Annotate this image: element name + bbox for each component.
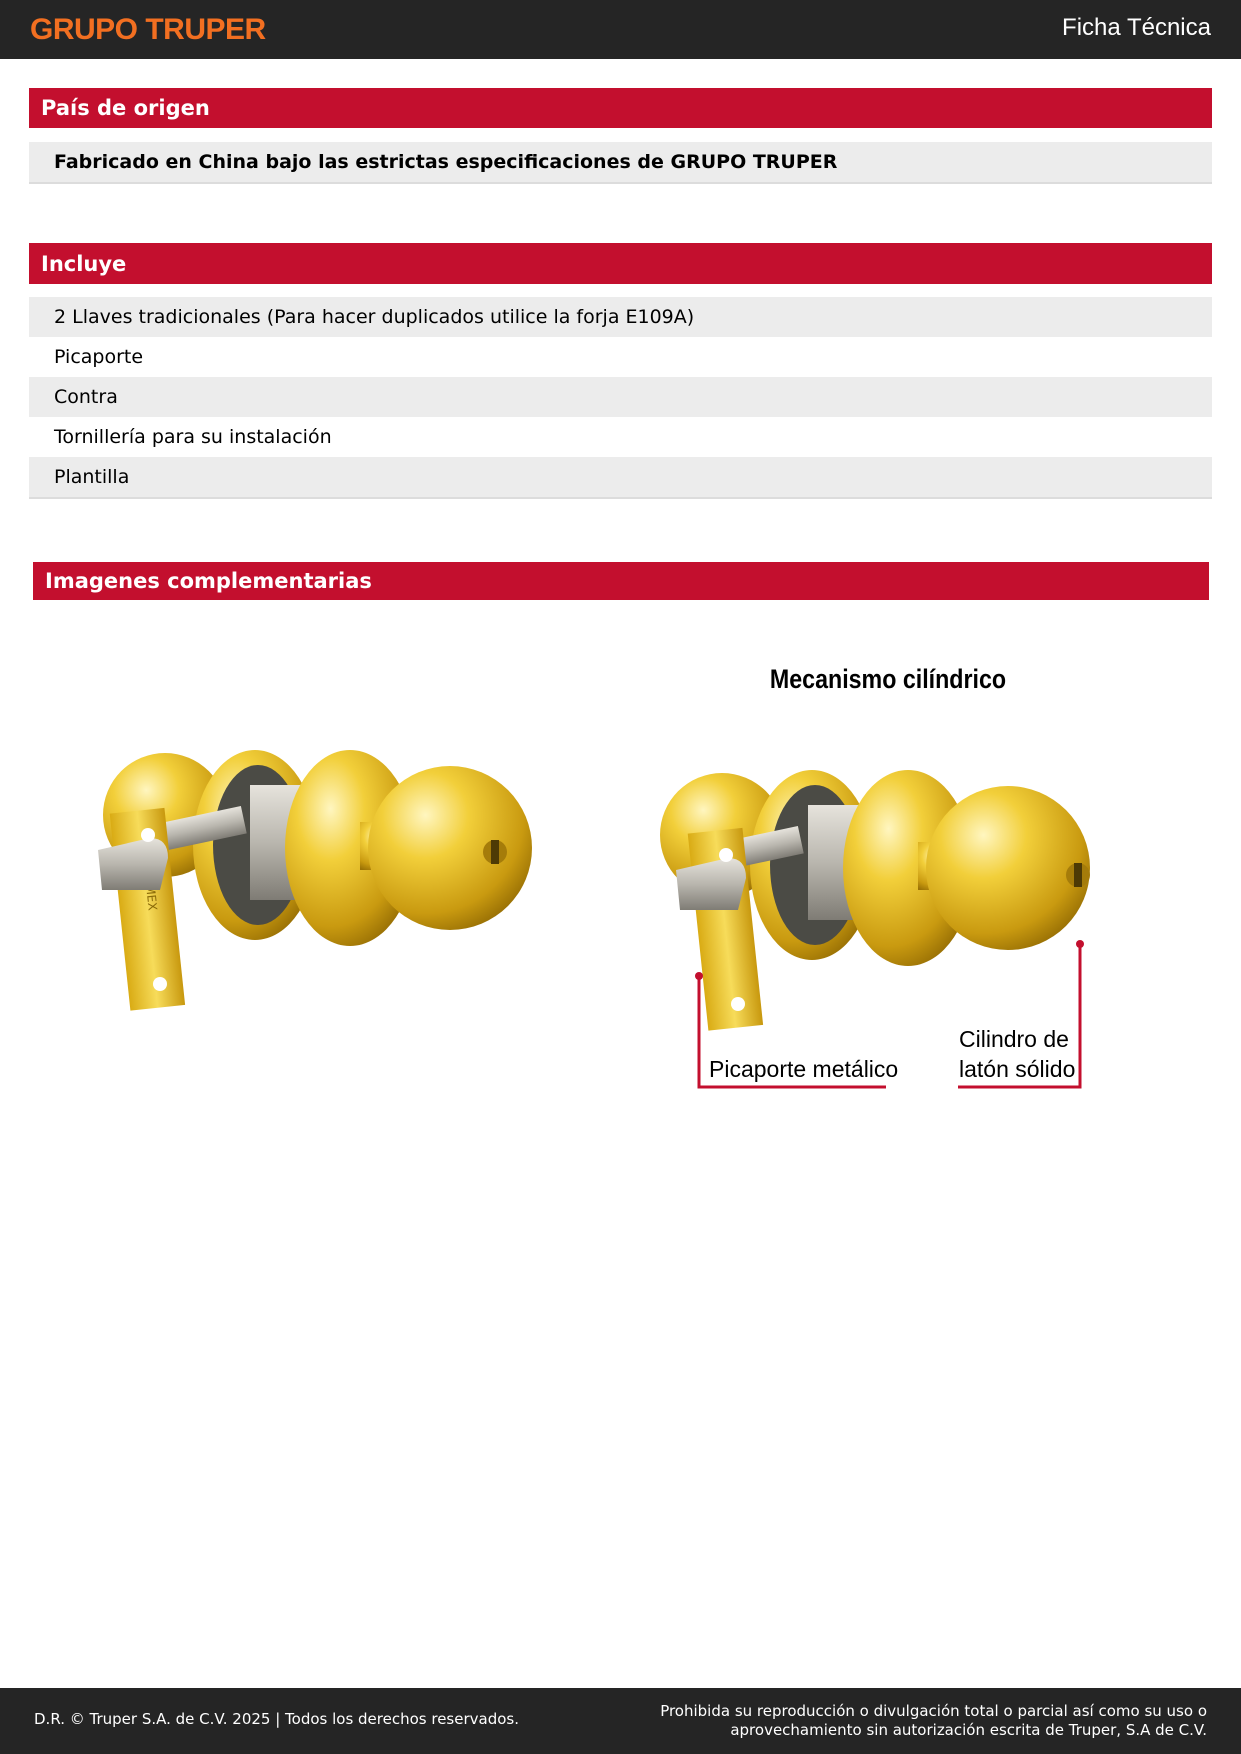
list-item: 2 Llaves tradicionales (Para hacer duplicados utilice la forja E109A) <box>29 297 1212 337</box>
footer-notice-line1: Prohibida su reproducción o divulgación total o parcial así como su uso o <box>660 1702 1207 1720</box>
cylinder-callout-line1: Cilindro de <box>959 1026 1069 1052</box>
lockset-image <box>50 730 550 1020</box>
footer-notice <box>660 1702 1207 1740</box>
footer-copyright: D.R. © Truper S.A. de C.V. 2025 | Todos los derechos reservados. <box>34 1710 519 1728</box>
list-item: Tornillería para su instalación <box>54 426 332 448</box>
figure-title: Mecanismo cilíndrico <box>769 664 1007 694</box>
list-item: Contra <box>29 377 1212 417</box>
document-title: Ficha Técnica <box>1062 14 1211 41</box>
list-item: Picaporte <box>54 346 144 368</box>
brand-logo: GRUPO TRUPER <box>30 13 266 46</box>
origin-text: Fabricado en China bajo las estrictas especificaciones de GRUPO TRUPER <box>29 142 1212 184</box>
cylinder-callout-label <box>959 1024 1075 1084</box>
origin-heading: País de origen <box>29 88 1212 128</box>
latch-callout-label: Picaporte metálico <box>709 1056 899 1082</box>
cylinder-callout-line2: latón sólido <box>959 1056 1076 1082</box>
images-heading: Imagenes complementarias <box>33 562 1209 600</box>
list-item: Plantilla <box>29 457 1212 499</box>
top-bar <box>0 0 1241 59</box>
footer-notice-line2: aprovechamiento sin autorización escrita de Truper, S.A de C.V. <box>730 1721 1207 1739</box>
footer <box>0 1688 1241 1754</box>
includes-heading: Incluye <box>29 243 1212 284</box>
